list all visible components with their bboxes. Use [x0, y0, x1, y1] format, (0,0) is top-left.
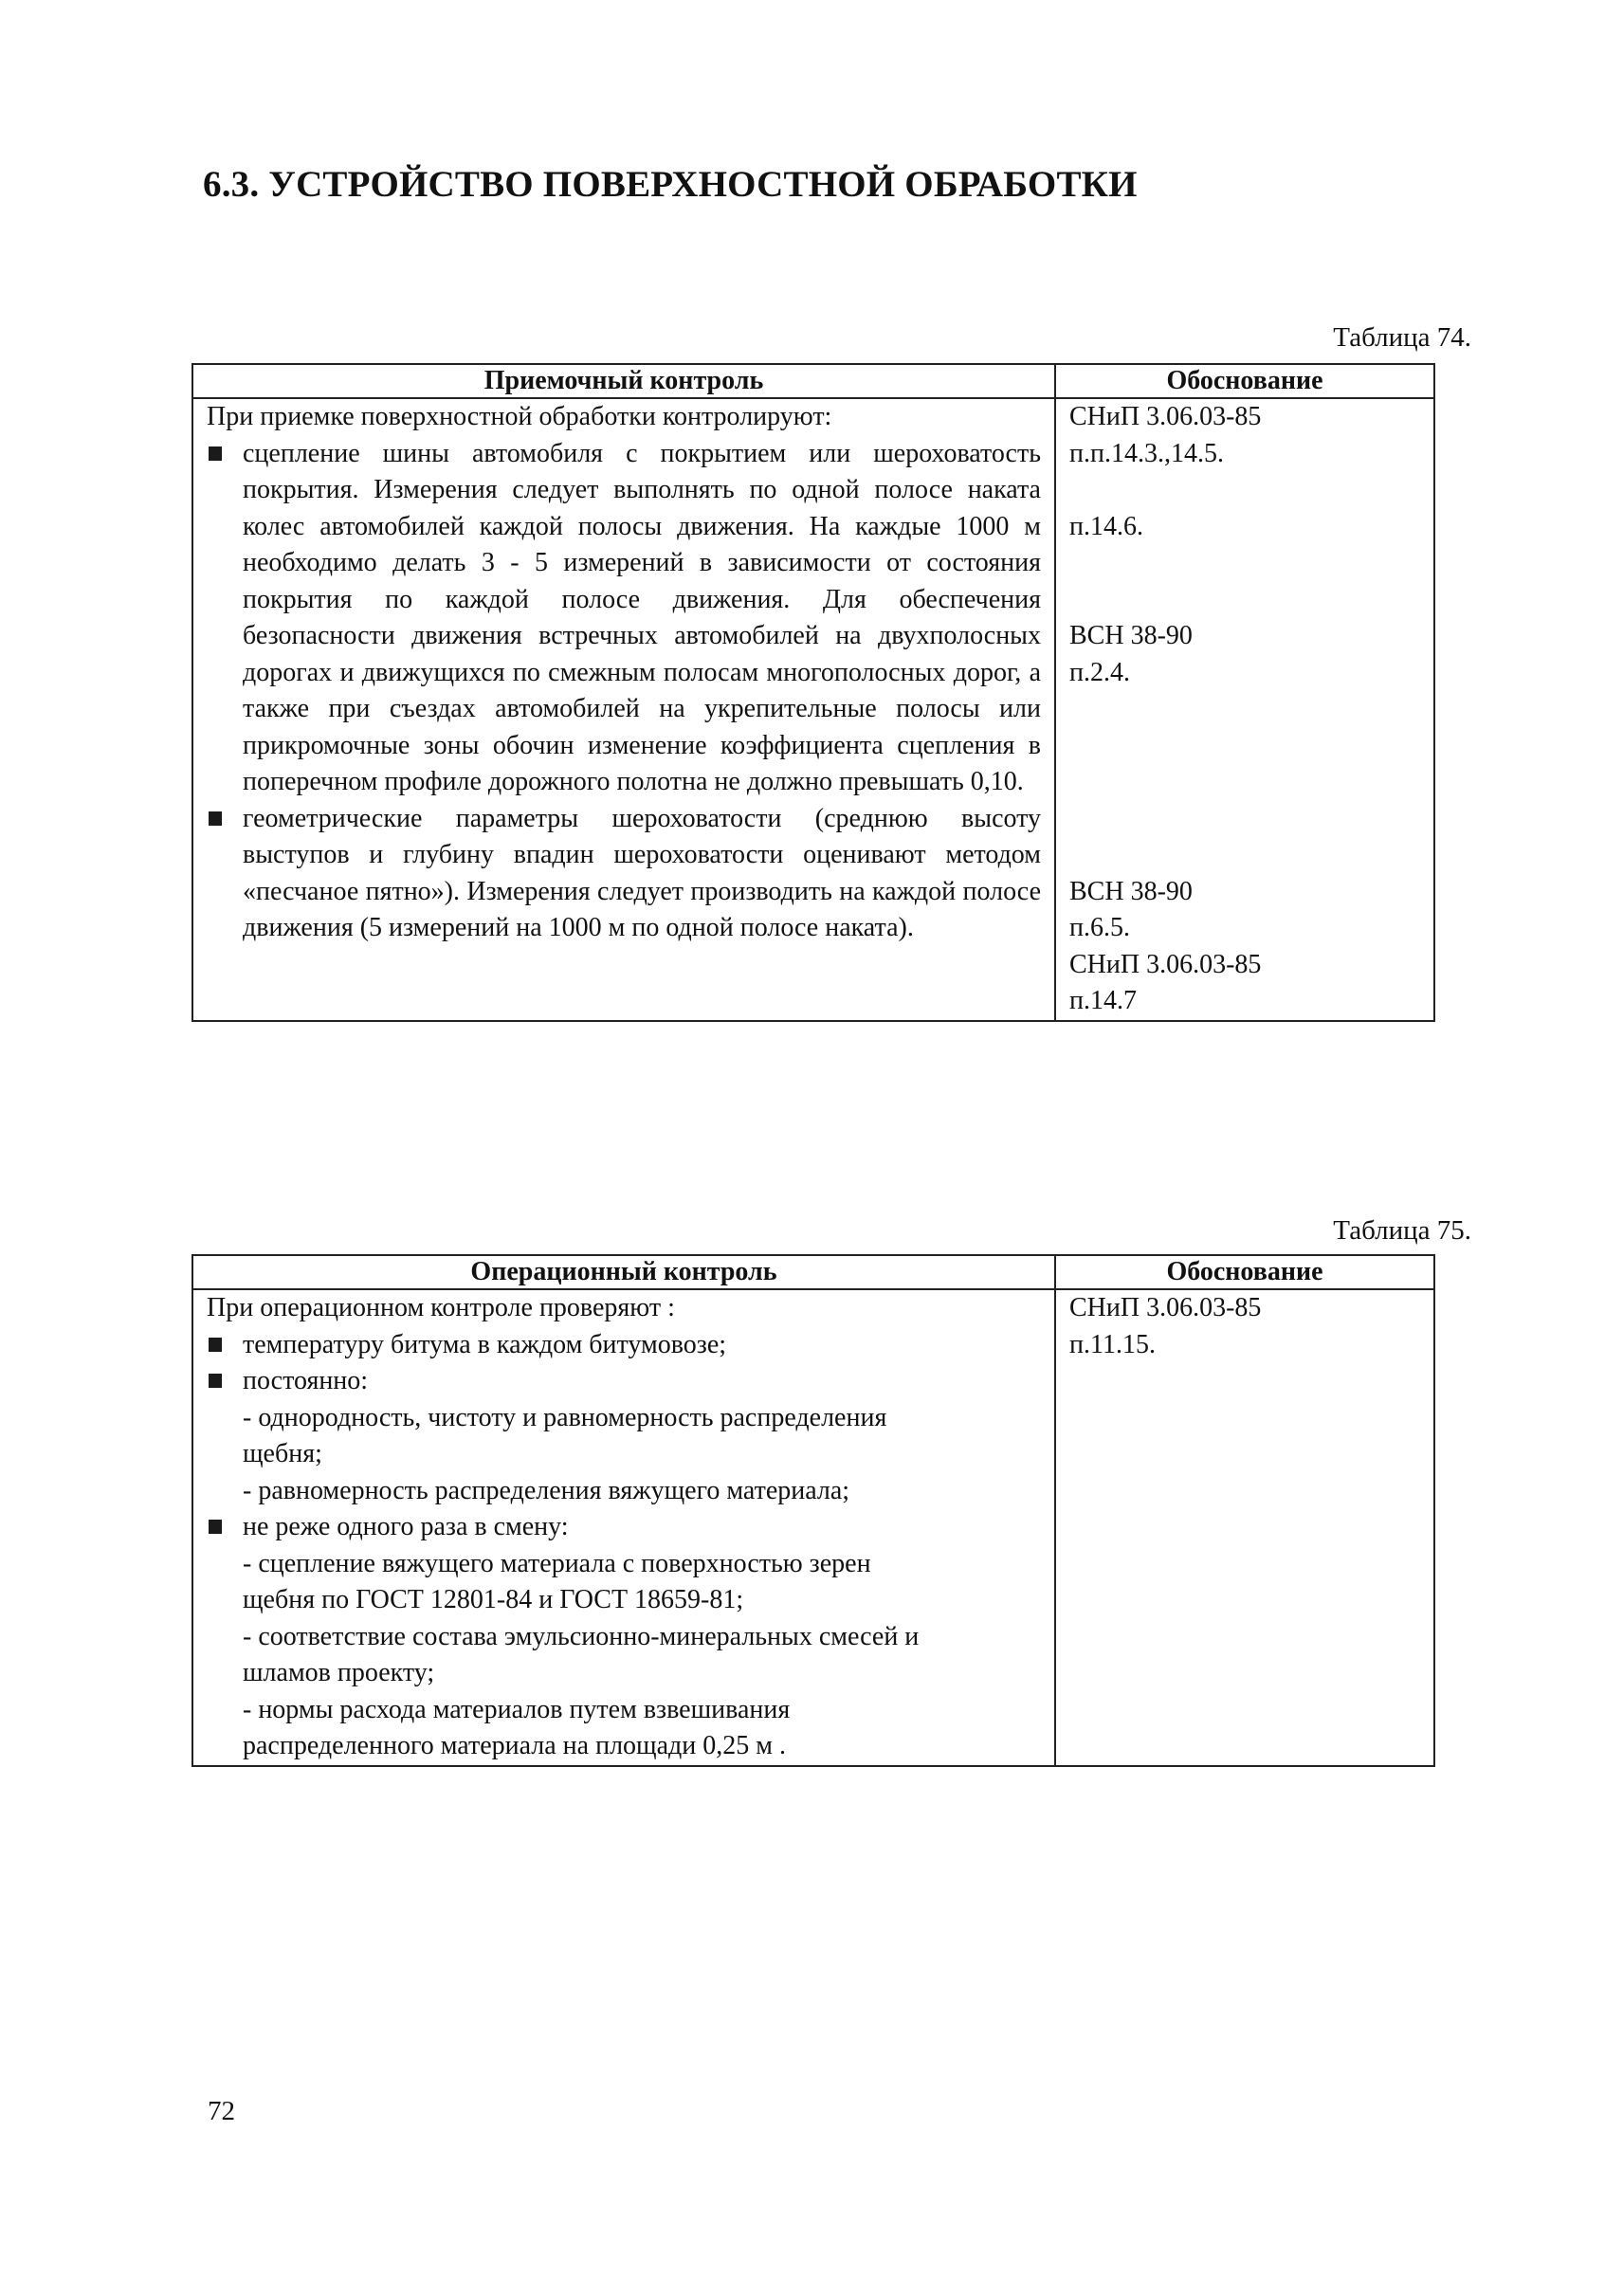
square-bullet-icon: [209, 1374, 222, 1388]
sub-item: - равномерность распределения вяжущего материала;: [243, 1475, 850, 1505]
table-header-row: [192, 1255, 1434, 1289]
reference-cell: [1055, 1289, 1434, 1766]
list-item-text: постоянно:: [243, 1366, 369, 1395]
control-cell: [192, 1289, 1055, 1766]
header-operational-control: Операционный контроль: [192, 1255, 1055, 1289]
square-bullet-icon: [209, 811, 222, 826]
reference: п.14.7: [1069, 986, 1137, 1015]
header-acceptance-control: Приемочный контроль: [192, 364, 1055, 398]
list-item: [207, 1327, 940, 1364]
reference: СНиП 3.06.03-85: [1069, 402, 1262, 431]
table-74-caption: Таблица 74.: [1333, 322, 1471, 353]
table-row: [192, 398, 1434, 1021]
reference: п.6.5.: [1069, 913, 1130, 942]
reference: ВСН 38-90: [1069, 876, 1193, 906]
reference: СНиП 3.06.03-85: [1069, 949, 1262, 979]
table-75-caption: Таблица 75.: [1333, 1215, 1471, 1246]
list-item-text: сцепление шины автомобиля с покрытием или шероховатость покрытия. Измерения следует выполнять по одной полосе наката колес автомобилей каждой полосы движения. На каждые 1000 м необходимо делать 3 - 5 измерений в зависимости от состояния покрытия по каждой полосе движения. Для обеспечения безопасности движения встречных автомобилей на двухполосных дорогах и движущихся по смежным полосам многополосных дорог, а также при съездах автомобилей на укрепительные полосы или прикромочные зоны обочин изменение коэффициента сцепления в поперечном профиле дорожного полотна не должно превышать 0,10.: [243, 438, 1041, 796]
table-row: [192, 1289, 1434, 1766]
control-cell: [192, 398, 1055, 1021]
page-title: 6.3. УСТРОЙСТВО ПОВЕРХНОСТНОЙ ОБРАБОТКИ: [203, 164, 1138, 205]
reference: п.11.15.: [1069, 1329, 1156, 1359]
list-item-text: температуру битума в каждом битумовозе;: [243, 1329, 727, 1359]
header-justification: Обоснование: [1055, 1255, 1434, 1289]
square-bullet-icon: [209, 446, 222, 461]
list-item: [207, 436, 1041, 801]
sub-item: - соответствие состава эмульсионно-минеральных смесей и шламов проекту;: [243, 1621, 920, 1687]
list-item-text: не реже одного раза в смену:: [243, 1512, 569, 1541]
sub-item: - однородность, чистоту и равномерность распределения щебня;: [243, 1402, 887, 1468]
reference: п.п.14.3.,14.5.: [1069, 438, 1224, 468]
table-75: [191, 1254, 1435, 1767]
page-number: 72: [208, 2096, 235, 2126]
reference-cell: [1055, 398, 1434, 1021]
table-74: [191, 363, 1435, 1022]
reference: п.2.4.: [1069, 657, 1130, 687]
square-bullet-icon: [209, 1520, 222, 1534]
list-item-text: геометрические параметры шероховатости (среднюю высоту выступов и глубину впадин шероховатости оценивают методом «песчаное пятно»). Измерения следует производить на каждой полосе движения (5 измерений на 1000 м по одной полосе наката).: [243, 803, 1041, 942]
reference: ВСН 38-90: [1069, 621, 1193, 650]
square-bullet-icon: [209, 1338, 222, 1352]
reference: СНиП 3.06.03-85: [1069, 1293, 1262, 1322]
table-intro: При операционном контроле проверяют :: [207, 1293, 675, 1322]
table-intro: При приемке поверхностной обработки контролируют:: [207, 402, 832, 431]
sub-item: - нормы расхода материалов путем взвешивания распределенного материала на площади 0,25 м .: [243, 1694, 791, 1760]
list-item: [207, 801, 1041, 947]
sub-item: - сцепление вяжущего материала с поверхностью зерен щебня по ГОСТ 12801-84 и ГОСТ 18659-81;: [243, 1548, 871, 1614]
list-item: [207, 1363, 940, 1400]
header-justification: Обоснование: [1055, 364, 1434, 398]
table-header-row: [192, 364, 1434, 398]
list-item: [207, 1509, 940, 1546]
reference: п.14.6.: [1069, 511, 1143, 541]
